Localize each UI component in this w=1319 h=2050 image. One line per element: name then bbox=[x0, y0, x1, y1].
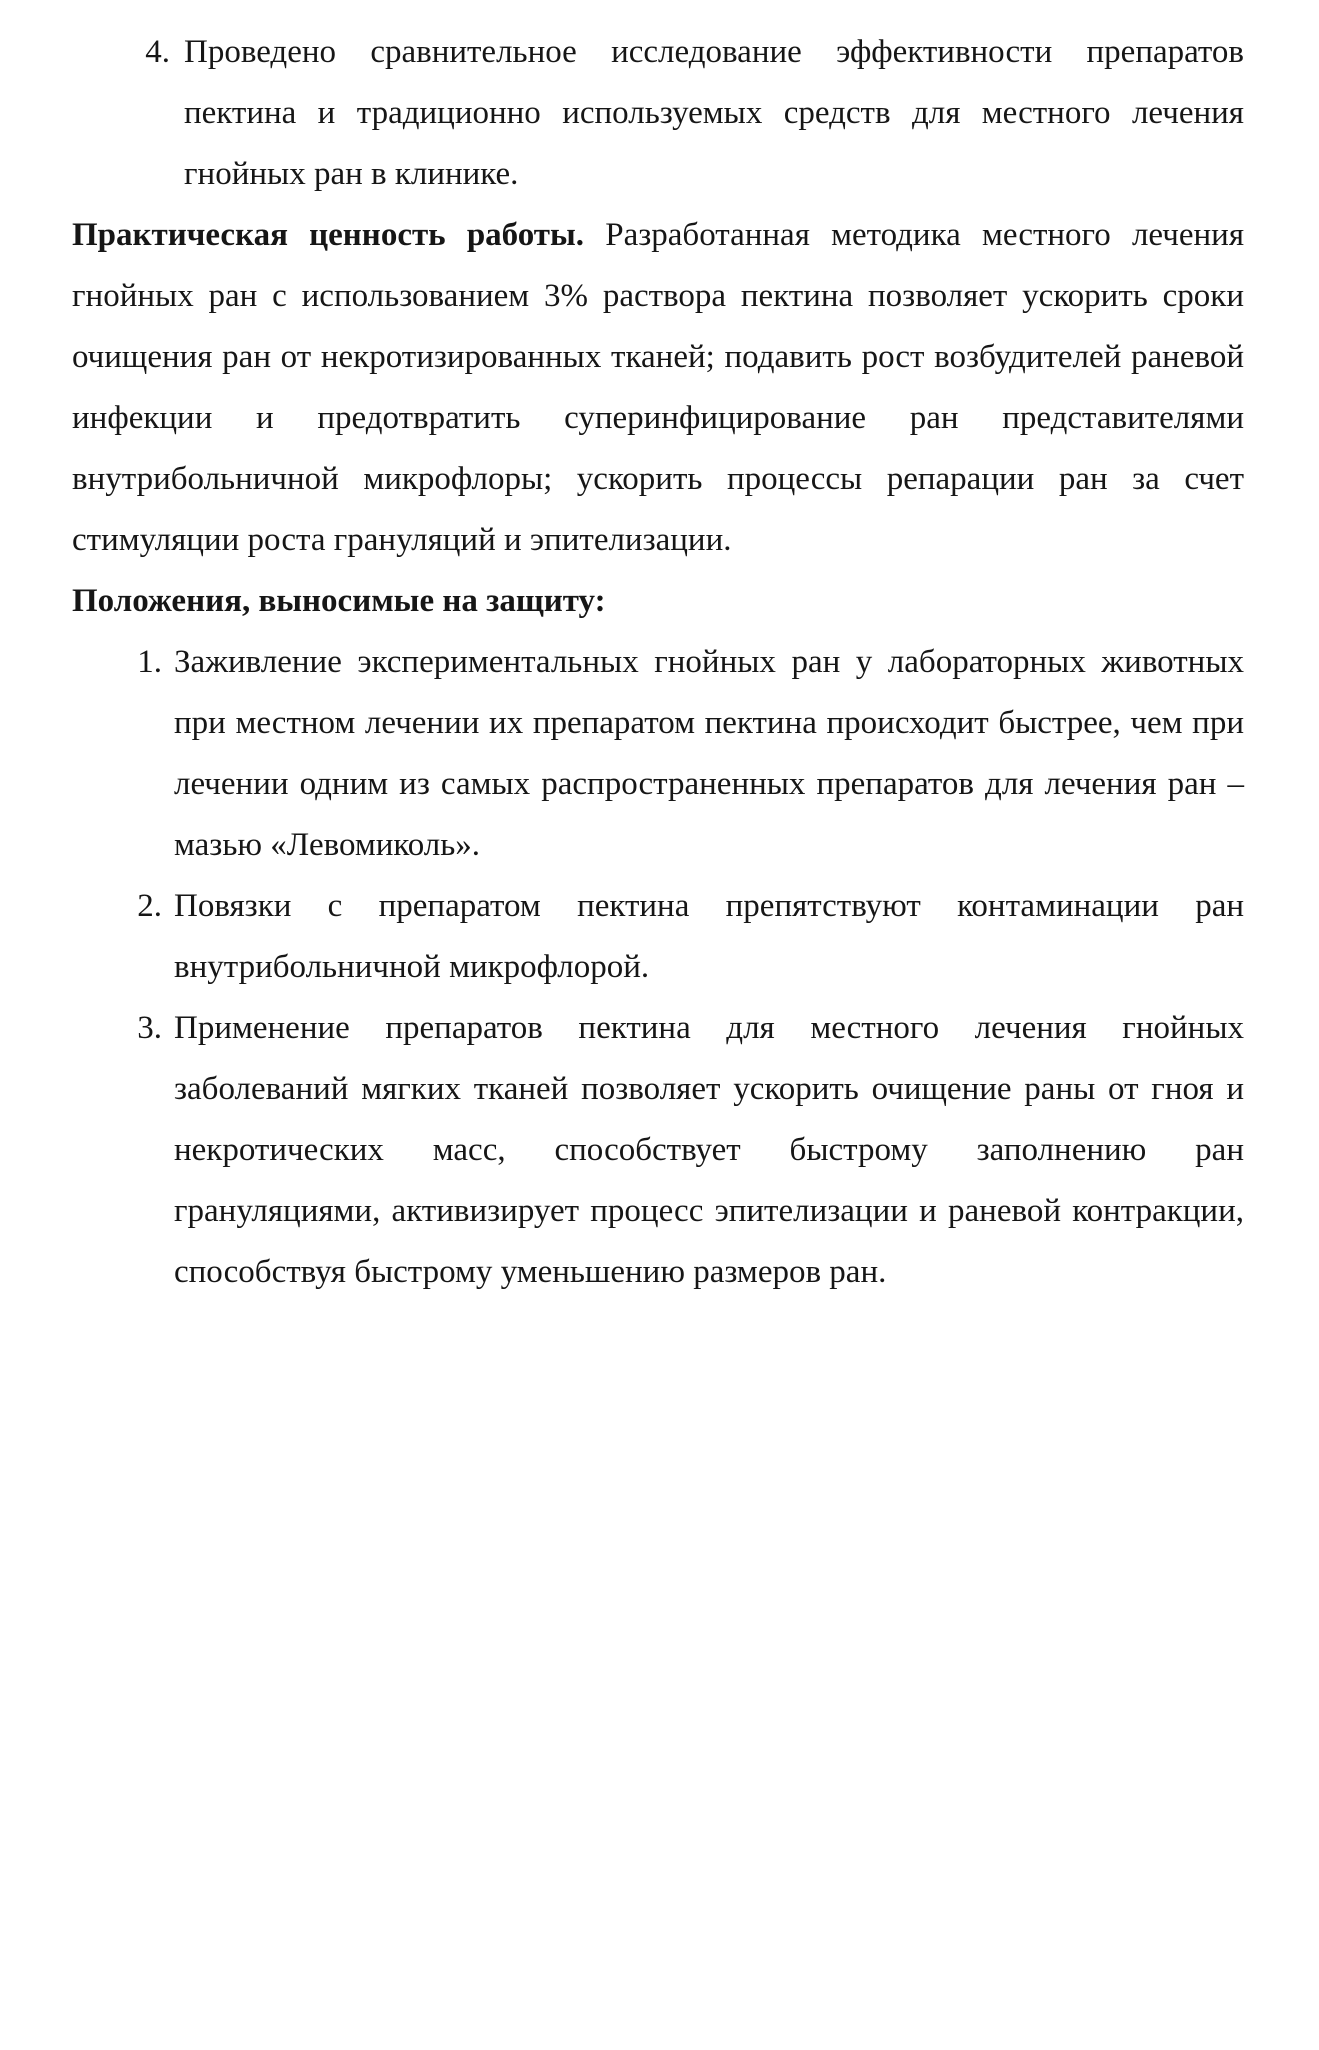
practical-value-text: Разработанная методика местного лечения гнойных ран с использованием 3% раствора пектина позволяет ускорить сроки очищения ран от некротизированных тканей; подавить рост возбудителей раневой инфекции и предотвратить суперинфицирование ран представителями внутрибольничной микрофлоры; ускорить процессы репарации ран за счет стимуляции роста грануляций и эпителизации. bbox=[72, 217, 1244, 558]
thesis-text: Заживление экспериментальных гнойных ран у лабораторных животных при местном лечении их препаратом пектина происходит быстрее, чем при лечении одним из самых распространенных препаратов для лечения ран – мазью «Левомиколь». bbox=[174, 644, 1244, 863]
list-item-text: Проведено сравнительное исследование эффективности препаратов пектина и традиционно используемых средств для местного лечения гнойных ран в клинике. bbox=[184, 34, 1244, 192]
thesis-number: 1. bbox=[137, 644, 162, 680]
list-item-number: 4. bbox=[145, 34, 170, 70]
thesis-number: 3. bbox=[137, 1010, 162, 1046]
thesis-text: Повязки с препаратом пектина препятствуют контаминации ран внутрибольничной микрофлорой. bbox=[174, 888, 1244, 985]
theses-heading: Положения, выносимые на защиту: bbox=[72, 583, 606, 619]
intro-list-item bbox=[72, 22, 1244, 205]
thesis-item-3 bbox=[72, 998, 1244, 1303]
thesis-item-2 bbox=[72, 876, 1244, 998]
document-page bbox=[72, 22, 1244, 1303]
thesis-number: 2. bbox=[137, 888, 162, 924]
practical-value-heading: Практическая ценность работы. bbox=[72, 217, 585, 253]
practical-value-paragraph bbox=[72, 205, 1244, 571]
thesis-text: Применение препаратов пектина для местного лечения гнойных заболеваний мягких тканей позволяет ускорить очищение раны от гноя и некротических масс, способствует быстрому заполнению ран грануляциями, активизирует процесс эпителизации и раневой контракции, способствуя быстрому уменьшению размеров ран. bbox=[174, 1010, 1244, 1290]
thesis-item-1 bbox=[72, 632, 1244, 876]
